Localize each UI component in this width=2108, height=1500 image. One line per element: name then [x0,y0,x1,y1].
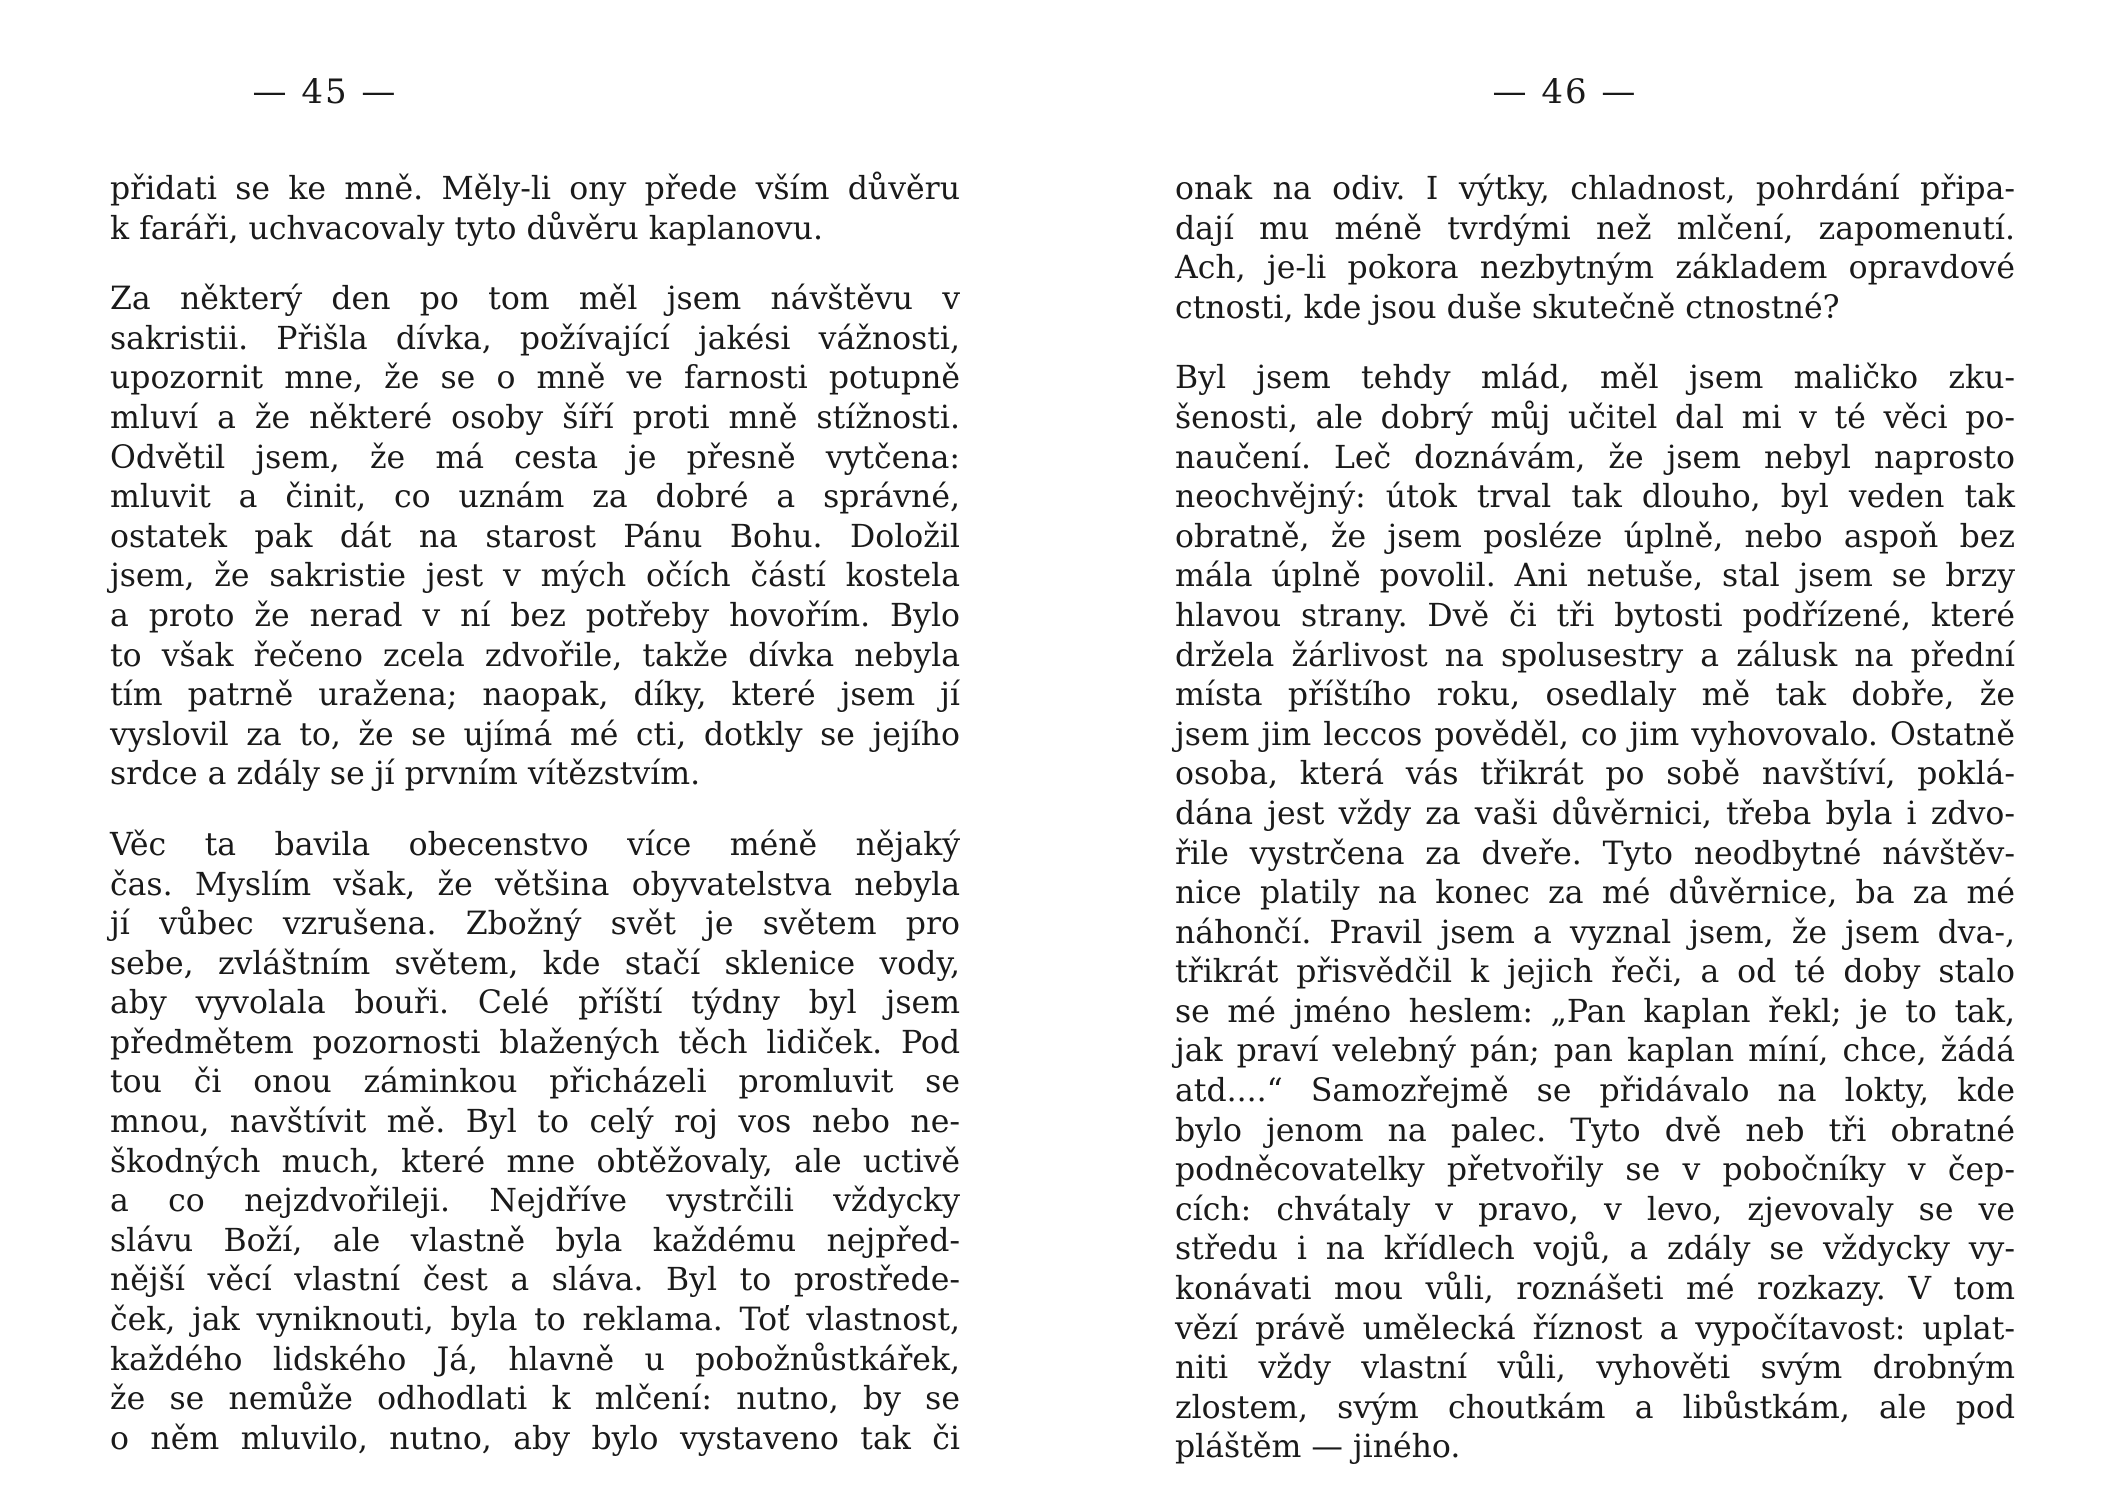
text-line: pláštěm — jiného. [1175,1429,1461,1466]
text-line: Byl jsem tehdy mlád, měl jsem maličko zku- [1175,360,2015,397]
text-line: dána jest vždy za vaši důvěrnici, třeba byla i zdvo- [1175,795,2015,832]
text-line: slávu Boží, ale vlastně byla každému nejpřed- [110,1222,960,1259]
text-line: niti vždy vlastní vůli, vyhověti svým drobným [1175,1350,2015,1387]
text-line: mnou, navštívit mě. Byl to celý roj vos nebo ne- [110,1104,960,1141]
text-line: nější věcí vlastní čest a sláva. Byl to prostřede- [110,1262,960,1299]
left-page-text [110,170,960,1459]
text-line: Za některý den po tom měl jsem návštěvu v [110,281,960,318]
text-line: přidati se ke mně. Měly-li ony přede vším důvěru [110,171,960,207]
text-line: že se nemůže odhodlati k mlčení: nutno, by se [110,1381,960,1418]
text-line: upozornit mne, že se o mně ve farnosti potupně [110,360,960,397]
text-line: mála úplně povolil. Ani netuše, stal jsem se brzy [1175,558,2015,595]
text-line: čas. Myslím však, že většina obyvatelstva nebyla [110,866,960,903]
text-line: obratně, že jsem posléze úplně, nebo aspoň bez [1175,518,2015,555]
text-line: atd....“ Samozřejmě se přidávalo na lokty, kde [1175,1073,2015,1110]
text-line: jí vůbec vzrušena. Zbožný svět je světem pro [110,906,960,943]
text-line: místa příštího roku, osedlaly mě tak dobře, že [1175,677,2015,714]
text-line: vězí právě umělecká říznost a vypočítavost: uplat- [1175,1310,2015,1347]
text-line: náhončí. Pravil jsem a vyznal jsem, že jsem dva-, [1175,914,2015,951]
text-line: sakristii. Přišla dívka, požívající jakési vážnosti, [110,320,960,357]
page-number-right: — 46 — [1492,72,1638,112]
text-line: dají mu méně tvrdými než mlčení, zapomenutí. [1175,210,2015,247]
text-line: a proto že nerad v ní bez potřeby hovořím. Bylo [110,597,960,634]
paragraph-gap [110,795,960,826]
text-line: k faráři, uchvacovaly tyto důvěru kaplanovu. [110,210,823,247]
text-line: podněcovatelky přetvořily se v pobočníky v čep- [1175,1152,2015,1189]
text-line: Ach, je-li pokora nezbytným základem opravdové [1175,250,2015,287]
text-line: jsem, že sakristie jest v mých očích částí kostela [110,558,960,595]
text-line: šenosti, ale dobrý můj učitel dal mi v té věci po- [1175,399,2015,436]
text-line: neochvějný: útok trval tak dlouho, byl veden tak [1175,479,2015,516]
text-line: řile vystrčena za dveře. Tyto neodbytné návštěv- [1175,835,2015,872]
text-line: ček, jak vyniknouti, byla to reklama. Toť vlastnost, [110,1302,960,1339]
text-line: zlostem, svým choutkám a libůstkám, ale pod [1175,1389,2015,1426]
paragraph-gap [1175,328,2015,359]
text-line: tím patrně uražena; naopak, díky, které jsem jí [110,677,960,714]
text-line: osoba, která vás třikrát po sobě navštíví, poklá- [1175,756,2015,793]
text-line: každého lidského Já, hlavně u pobožnůstkářek, [110,1341,960,1378]
text-line: sebe, zvláštním světem, kde stačí sklenice vody, [110,945,960,982]
right-page [1175,0,2015,1500]
text-line: se mé jméno heslem: „Pan kaplan řekl; je to tak, [1175,993,2015,1030]
page-number-left: — 45 — [252,72,398,112]
text-line: bylo jenom na palec. Tyto dvě neb tři obratné [1175,1112,2015,1149]
right-page-text [1175,170,2015,1468]
text-line: vyslovil za to, že se ujímá mé cti, dotkly se jejího [110,716,960,753]
text-line: středu i na křídlech vojů, a zdály se vždycky vy- [1175,1231,2015,1268]
text-line: srdce a zdály se jí prvním vítězstvím. [110,756,701,793]
text-line: Věc ta bavila obecenstvo více méně nějaký [110,826,960,863]
text-line: škodných much, které mne obtěžovaly, ale uctivě [110,1143,960,1180]
text-line: ostatek pak dát na starost Pánu Bohu. Doložil [110,518,960,555]
left-page [110,0,960,1500]
text-line: Odvětil jsem, že má cesta je přesně vytčena: [110,439,960,476]
text-line: jsem jim leccos pověděl, co jim vyhovovalo. Ostatně [1175,716,2015,753]
text-line: tou či onou záminkou přicházeli promluvit se [110,1064,960,1101]
text-line: třikrát přisvědčil k jejich řeči, a od té doby stalo [1175,954,2015,991]
text-line: držela žárlivost na spolusestry a zálusk na přední [1175,637,2015,674]
text-line: a co nejzdvořileji. Nejdříve vystrčili vždycky [110,1183,960,1220]
text-line: naučení. Leč doznávám, že jsem nebyl naprosto [1175,439,2015,476]
paragraph-gap [110,249,960,280]
text-line: to však řečeno zcela zdvořile, takže dívka nebyla [110,637,960,674]
text-line: předmětem pozornosti blažených těch lidiček. Pod [110,1024,960,1061]
text-line: konávati mou vůli, roznášeti mé rozkazy. V tom [1175,1271,2015,1308]
text-line: aby vyvolala bouři. Celé příští týdny byl jsem [110,985,960,1022]
text-line: ctnosti, kde jsou duše skutečně ctnostné? [1175,289,1840,326]
text-line: cích: chvátaly v pravo, v levo, zjevovaly se ve [1175,1191,2015,1228]
text-line: nice platily na konec za mé důvěrnice, ba za mé [1175,875,2015,912]
text-line: mluvit a činit, co uznám za dobré a správné, [110,479,960,516]
text-line: o něm mluvilo, nutno, aby bylo vystaveno tak či [110,1420,960,1457]
text-line: onak na odiv. I výtky, chladnost, pohrdání připa- [1175,171,2015,207]
text-line: hlavou strany. Dvě či tři bytosti podřízené, které [1175,597,2015,634]
text-line: jak praví velebný pán; pan kaplan míní, chce, žádá [1175,1033,2015,1070]
text-line: mluví a že některé osoby šíří proti mně stížnosti. [110,399,960,436]
